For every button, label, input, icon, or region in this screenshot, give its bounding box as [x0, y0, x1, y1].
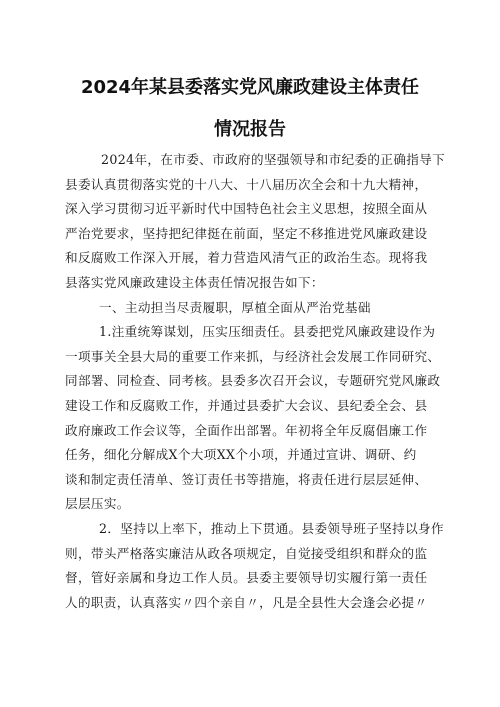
body-line: 层层压实。 — [65, 496, 130, 512]
body-line: 县落实党风廉政建设主体责任情况报告如下： — [65, 274, 324, 290]
body-line: 建设工作和反腐败工作，并通过县委扩大会议、县纪委全会、县 — [65, 397, 428, 413]
body-line: 政府廉政工作会议等，全面作出部署。年初将全年反腐倡廉工作 — [65, 422, 428, 438]
body-line: 任务，细化分解成X个大项XX个小项，并通过宣讲、调研、约 — [65, 447, 417, 463]
body-line: 人的职责，认真落实〃四个亲自〃，凡是全县性大会逢会必提〃 — [65, 594, 428, 610]
body-line: 严治党要求，坚持把纪律挺在前面，坚定不移推进党风廉政建设 — [65, 225, 428, 241]
body-line: 谈和制定责任清单、签订责任书等措施，将责任进行层层延伸、 — [65, 471, 428, 487]
body-line: 1.注重统筹谋划，压实压细责任。县委把党风廉政建设作为 — [99, 324, 436, 340]
body-line: 县委认真贯彻落实党的十八大、十八届历次全会和十九大精神， — [65, 176, 428, 192]
body-line: 2024年，在市委、市政府的坚强领导和市纪委的正确指导下 — [101, 152, 446, 167]
document-body — [65, 148, 446, 615]
body-line: 则，带头严格落实廉洁从政各项规定，自觉接受组织和群众的监 — [65, 545, 428, 561]
body-line: 2．坚持以上率下，推动上下贯通。县委领导班子坚持以身作 — [99, 520, 444, 536]
body-line: 督，管好亲属和身边工作人员。县委主要领导切实履行第一责任 — [65, 570, 428, 586]
body-line: 同部署、同检查、同考核。县委多次召开会议，专题研究党风廉政 — [65, 373, 441, 389]
document-title-line1: 2024年某县委落实党风廉政建设主体责任 — [80, 77, 420, 98]
body-line: 和反腐败工作深入开展，着力营造风清气正的政治生态。现将我 — [65, 250, 428, 266]
body-line: 深入学习贯彻习近平新时代中国特色社会主义思想，按照全面从 — [65, 201, 428, 217]
section-heading: 一、主动担当尽责履职，厚植全面从严治党基础 — [99, 299, 371, 315]
document-title-line2: 情况报告 — [214, 119, 286, 140]
body-line: 一项事关全县大局的重要工作来抓，与经济社会发展工作同研究、 — [65, 348, 441, 364]
